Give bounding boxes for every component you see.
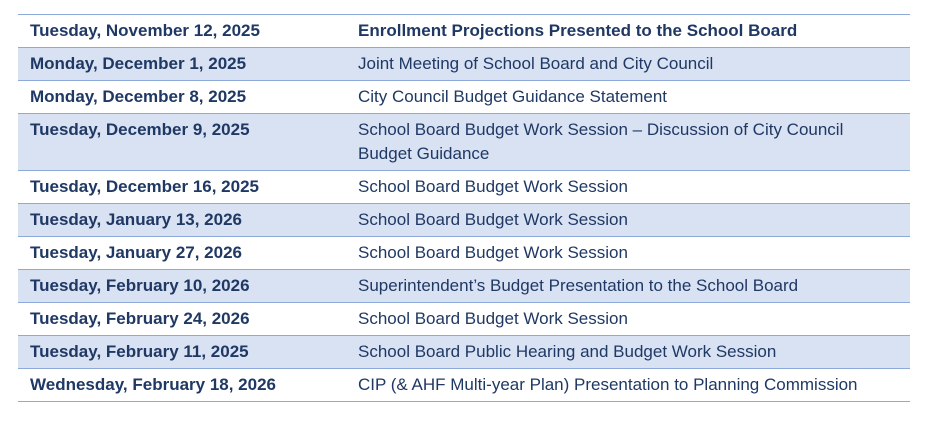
date-cell: Tuesday, December 16, 2025 <box>18 171 346 204</box>
date-cell: Wednesday, February 18, 2026 <box>18 369 346 402</box>
event-cell: School Board Budget Work Session <box>346 303 910 336</box>
table-row <box>18 303 910 336</box>
table-row <box>18 114 910 171</box>
table-row <box>18 336 910 369</box>
table-row <box>18 48 910 81</box>
event-cell: School Board Public Hearing and Budget Work Session <box>346 336 910 369</box>
table-row <box>18 171 910 204</box>
date-cell: Tuesday, December 9, 2025 <box>18 114 346 171</box>
date-cell: Monday, December 1, 2025 <box>18 48 346 81</box>
event-cell: CIP (& AHF Multi-year Plan) Presentation to Planning Commission <box>346 369 910 402</box>
date-cell: Tuesday, February 24, 2026 <box>18 303 346 336</box>
table-row <box>18 237 910 270</box>
event-cell: Joint Meeting of School Board and City Council <box>346 48 910 81</box>
schedule-container <box>18 14 910 402</box>
event-cell: Superintendent’s Budget Presentation to the School Board <box>346 270 910 303</box>
table-row <box>18 204 910 237</box>
date-cell: Tuesday, February 11, 2025 <box>18 336 346 369</box>
event-cell: School Board Budget Work Session <box>346 237 910 270</box>
date-cell: Tuesday, January 13, 2026 <box>18 204 346 237</box>
date-cell: Monday, December 8, 2025 <box>18 81 346 114</box>
event-cell: City Council Budget Guidance Statement <box>346 81 910 114</box>
date-cell: Tuesday, January 27, 2026 <box>18 237 346 270</box>
date-cell: Tuesday, November 12, 2025 <box>18 15 346 48</box>
table-row <box>18 81 910 114</box>
event-cell: School Board Budget Work Session <box>346 171 910 204</box>
table-row <box>18 15 910 48</box>
event-cell: Enrollment Projections Presented to the School Board <box>346 15 910 48</box>
table-row <box>18 270 910 303</box>
schedule-table <box>18 14 910 402</box>
event-cell: School Board Budget Work Session <box>346 204 910 237</box>
event-cell: School Board Budget Work Session – Discussion of City Council Budget Guidance <box>346 114 910 171</box>
table-row <box>18 369 910 402</box>
date-cell: Tuesday, February 10, 2026 <box>18 270 346 303</box>
